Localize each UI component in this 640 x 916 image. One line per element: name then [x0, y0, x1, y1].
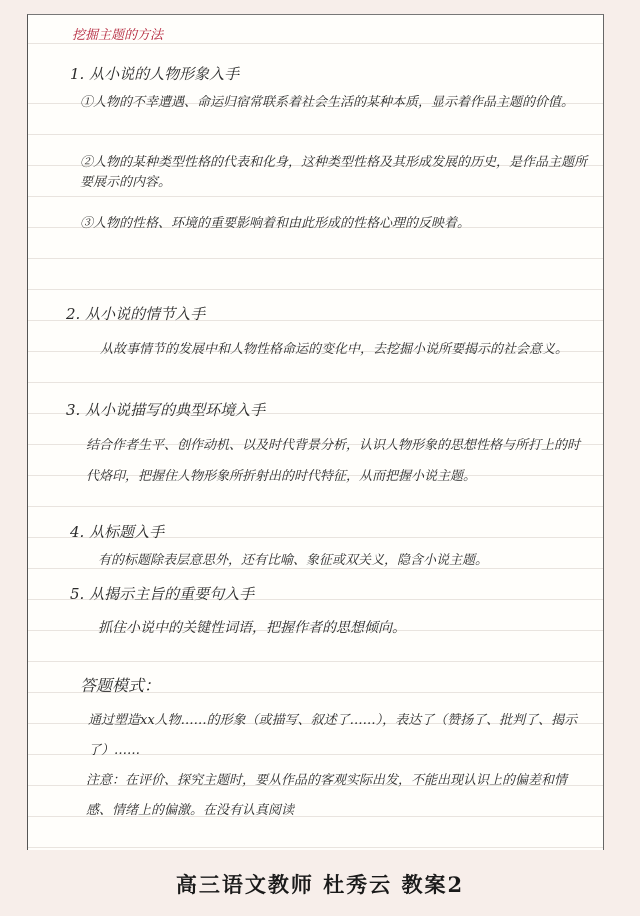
- item-2-title: 2. 从小说的情节入手: [66, 305, 206, 323]
- footer-caption-bar: [0, 852, 640, 916]
- item-1-point-3: ③人物的性格、环境的重要影响着和由此形成的性格心理的反映着。: [80, 216, 471, 231]
- item-4-title: 4. 从标题入手: [70, 523, 165, 541]
- item-1-point-2: ②人物的某种类型性格的代表和化身，这种类型性格及其形成发展的历史，是作品主题所要展示的内容。: [80, 155, 588, 190]
- item-5-title: 5. 从揭示主旨的重要句入手: [70, 585, 255, 603]
- item-5-body: 抓住小说中的关键性词语，把握作者的思想倾向。: [98, 620, 406, 636]
- item-3-body: 结合作者生平、创作动机、以及时代背景分析，认识人物形象的思想性格与所打上的时代烙印，把握住人物形象所折射出的时代特征，从而把握小说主题。: [86, 438, 581, 484]
- item-1-title: 1. 从小说的人物形象入手: [70, 65, 240, 83]
- item-4-body: 有的标题除表层意思外，还有比喻、象征或双关义，隐含小说主题。: [98, 553, 489, 568]
- answer-pattern-body: 通过塑造xx人物……的形象（或描写、叙述了……），表达了（赞扬了、批判了、揭示了）……: [88, 713, 578, 758]
- heading: 挖掘主题的方法: [72, 28, 164, 43]
- answer-pattern-title: 答题模式：: [80, 676, 161, 695]
- footer-caption: 高三语文教师 杜秀云 教案2: [175, 872, 465, 897]
- item-1-point-1: ①人物的不幸遭遇、命运归宿常联系着社会生活的某种本质，显示着作品主题的价值。: [80, 95, 575, 110]
- note-text: 注意：在评价、探究主题时，要从作品的客观实际出发，不能出现认识上的偏差和情感、情绪上的偏激。在没有认真阅读: [86, 773, 568, 818]
- item-2-body: 从故事情节的发展中和人物性格命运的变化中，去挖掘小说所要揭示的社会意义。: [100, 342, 569, 357]
- item-3-title: 3. 从小说描写的典型环境入手: [66, 401, 266, 419]
